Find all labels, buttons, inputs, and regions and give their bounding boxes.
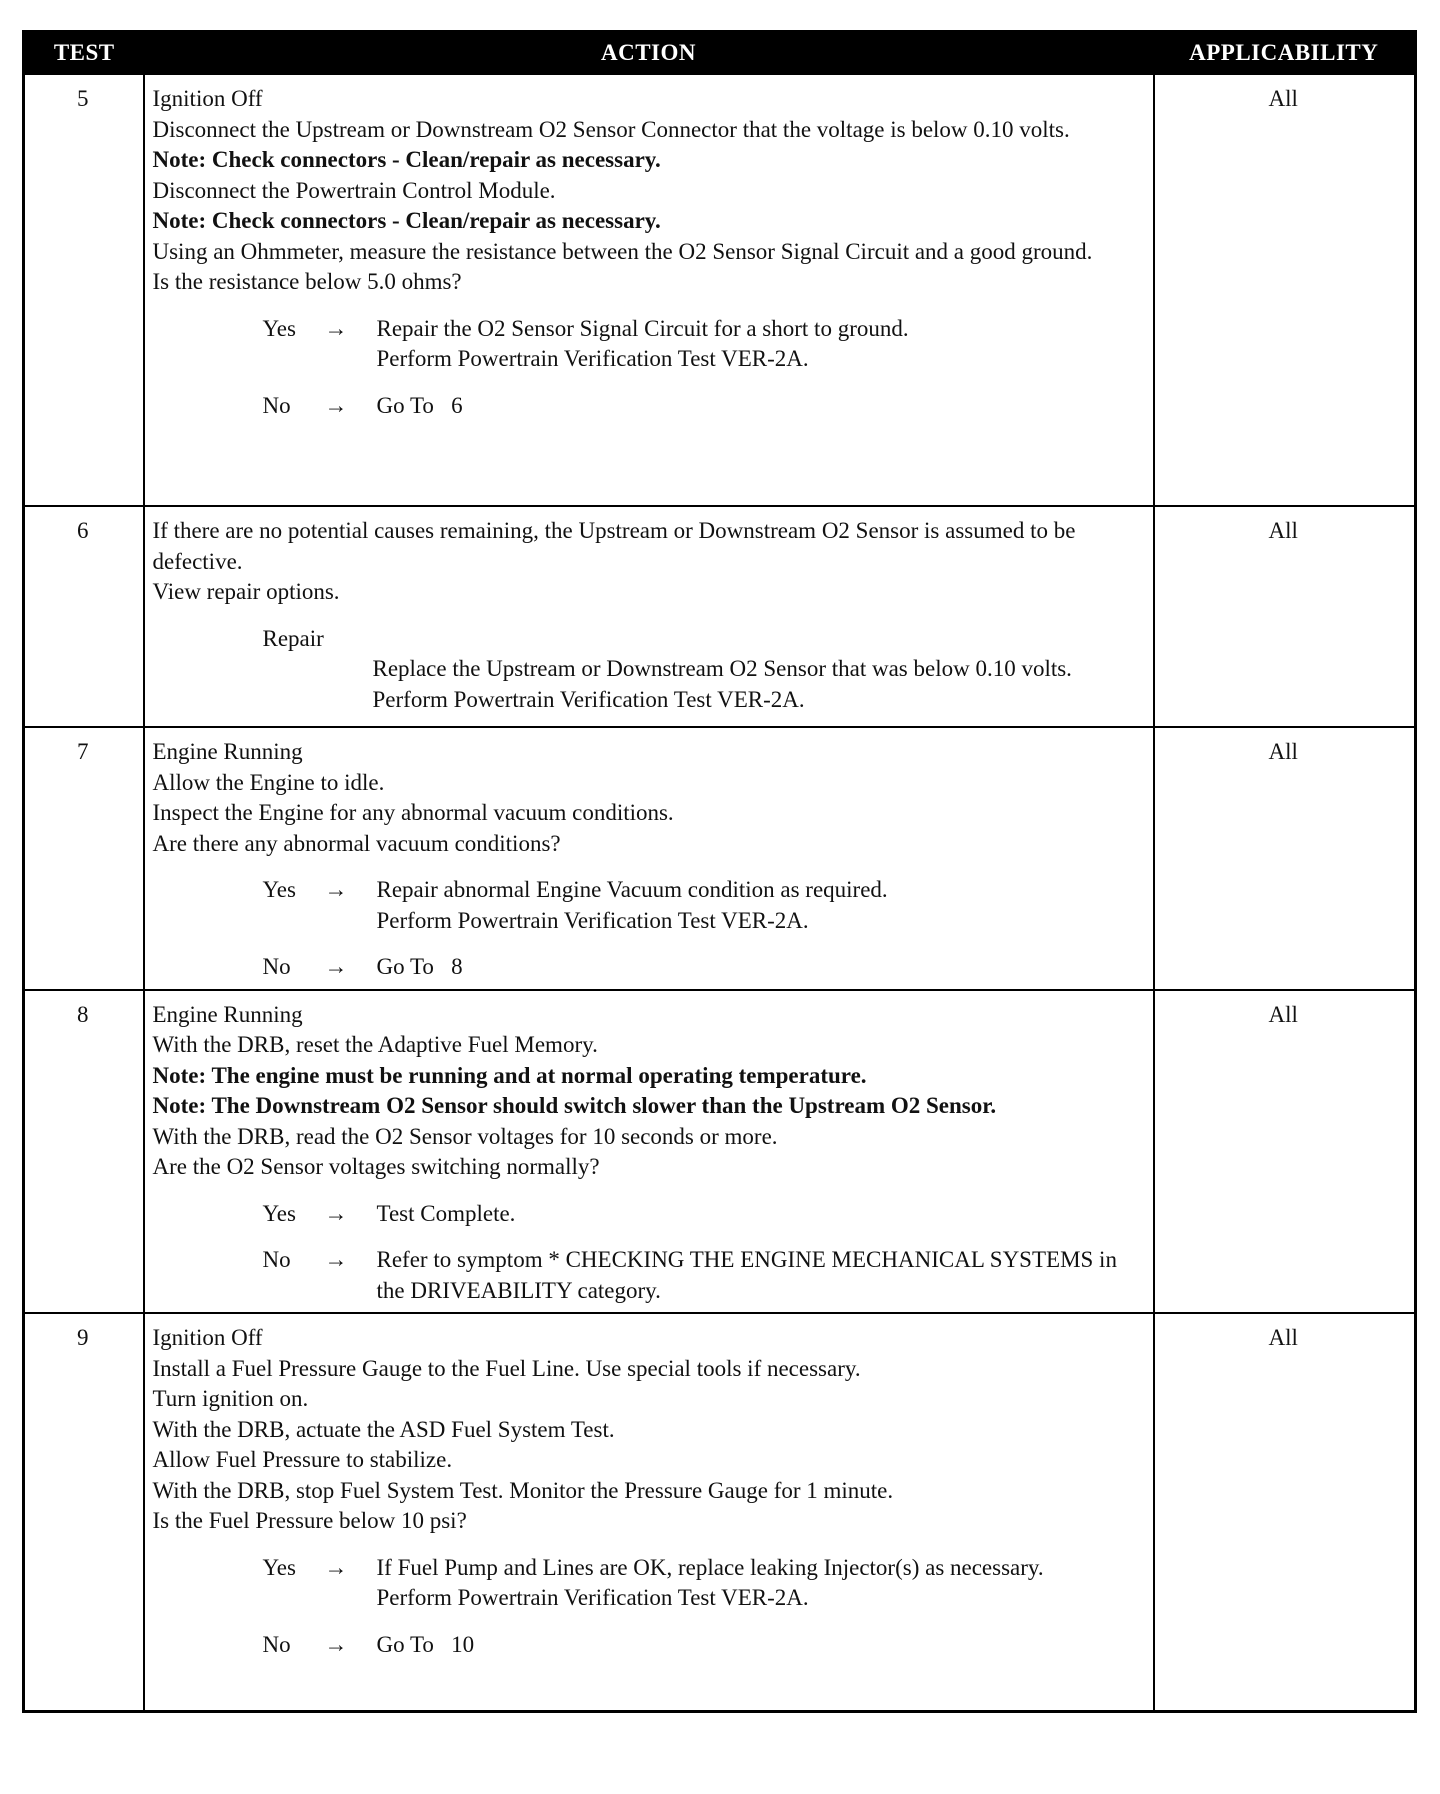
test-number: 7 [24,727,144,990]
question-line: Is the Fuel Pressure below 10 psi? [152,1508,467,1533]
yes-text: Perform Powertrain Verification Test VER-2A. [376,346,809,371]
action-line: Disconnect the Powertrain Control Module. [152,177,556,203]
action-line: Disconnect the Upstream or Downstream O2 Sensor Connector that the voltage is below 0.10 volts. [152,116,1070,142]
test-number: 6 [24,506,144,727]
yes-text: Perform Powertrain Verification Test VER-2A. [376,1585,809,1610]
note-line: Note: Check connectors - Clean/repair as necessary. [152,208,661,233]
header-action: ACTION [144,32,1154,75]
action-line: Ignition Off [152,86,263,111]
yes-text: If Fuel Pump and Lines are OK, replace leaking Injector(s) as necessary. [376,1554,1044,1580]
applicability-value: All [1154,727,1416,990]
no-text: Go To 8 [376,954,463,979]
no-label: No [262,1631,291,1657]
action-line: Inspect the Engine for any abnormal vacuum conditions. [152,800,674,825]
yes-text: Repair abnormal Engine Vacuum condition as required. [376,877,888,902]
action-line: With the DRB, stop Fuel System Test. Monitor the Pressure Gauge for 1 minute. [152,1477,894,1503]
header-applicability: APPLICABILITY [1154,32,1416,75]
yes-option [263,1553,1143,1614]
action-line: Turn ignition on. [152,1386,309,1411]
yes-text: Perform Powertrain Verification Test VER-2A. [376,907,809,933]
question-line: Is the resistance below 5.0 ohms? [152,269,462,294]
action-line: Allow Fuel Pressure to stabilize. [152,1447,453,1472]
no-option [263,391,1143,422]
repair-text: Replace the Upstream or Downstream O2 Sensor that was below 0.10 volts. [372,656,1072,681]
action-line: View repair options. [152,579,340,604]
no-option [263,1630,1143,1661]
yes-label: Yes [262,1200,296,1226]
yes-option [263,1199,1143,1230]
table-header [24,32,1416,75]
table-row [24,990,1416,1314]
action-line: Using an Ohmmeter, measure the resistance between the O2 Sensor Signal Circuit and a good ground. [152,238,1093,264]
applicability-value: All [1154,1313,1416,1711]
applicability-value: All [1154,74,1416,506]
arrow-icon: → [324,1200,348,1226]
applicability-value: All [1154,506,1416,727]
yes-text: Test Complete. [376,1200,516,1226]
no-label: No [262,1247,291,1272]
question-line: Are the O2 Sensor voltages switching normally? [152,1154,600,1179]
no-text: Refer to symptom * CHECKING THE ENGINE MECHANICAL SYSTEMS in the DRIVEABILITY category. [376,1247,1117,1303]
table-row [24,727,1416,990]
arrow-icon: → [324,315,348,341]
action-line: Install a Fuel Pressure Gauge to the Fuel Line. Use special tools if necessary. [152,1355,861,1381]
no-label: No [262,954,291,979]
arrow-icon: → [324,954,348,979]
action-line: Ignition Off [152,1325,263,1350]
action-cell [144,990,1154,1314]
action-line: Engine Running [152,1001,303,1027]
action-line: With the DRB, read the O2 Sensor voltages for 10 seconds or more. [152,1123,778,1149]
test-number: 9 [24,1313,144,1711]
action-line: With the DRB, actuate the ASD Fuel System Test. [152,1416,615,1442]
arrow-icon: → [324,1631,348,1657]
table-row [24,74,1416,506]
note-line: Note: Check connectors - Clean/repair as necessary. [152,147,661,172]
note-line: Note: The engine must be running and at normal operating temperature. [152,1062,867,1088]
arrow-icon: → [324,877,348,902]
header-test: TEST [24,32,144,75]
test-number: 8 [24,990,144,1314]
no-label: No [262,392,291,418]
action-cell [144,74,1154,506]
note-line: Note: The Downstream O2 Sensor should switch slower than the Upstream O2 Sensor. [152,1093,997,1118]
repair-label: Repair [262,625,324,651]
table-row [24,1313,1416,1711]
yes-label: Yes [262,315,296,341]
no-text: Go To 6 [376,392,463,418]
repair-text: Perform Powertrain Verification Test VER-2A. [372,686,805,712]
yes-label: Yes [262,877,296,902]
action-line: Allow the Engine to idle. [152,769,385,795]
arrow-icon: → [324,1247,348,1272]
no-option [263,1245,1143,1306]
applicability-value: All [1154,990,1416,1314]
yes-option [263,875,1143,936]
question-line: Are there any abnormal vacuum conditions? [152,830,561,856]
action-cell [144,1313,1154,1711]
yes-option [263,314,1143,375]
no-option [263,952,1143,983]
action-cell [144,727,1154,990]
action-cell [144,506,1154,727]
yes-text: Repair the O2 Sensor Signal Circuit for a short to ground. [376,315,909,341]
action-line: With the DRB, reset the Adaptive Fuel Memory. [152,1032,598,1057]
diagnostic-table [22,30,1417,1713]
no-text: Go To 10 [376,1631,475,1657]
table-row [24,506,1416,727]
action-line: If there are no potential causes remaining, the Upstream or Downstream O2 Sensor is assumed to be defective. [152,518,1076,574]
arrow-icon: → [324,1554,348,1580]
action-line: Engine Running [152,739,303,764]
test-number: 5 [24,74,144,506]
arrow-icon: → [324,392,348,418]
yes-label: Yes [262,1554,296,1580]
